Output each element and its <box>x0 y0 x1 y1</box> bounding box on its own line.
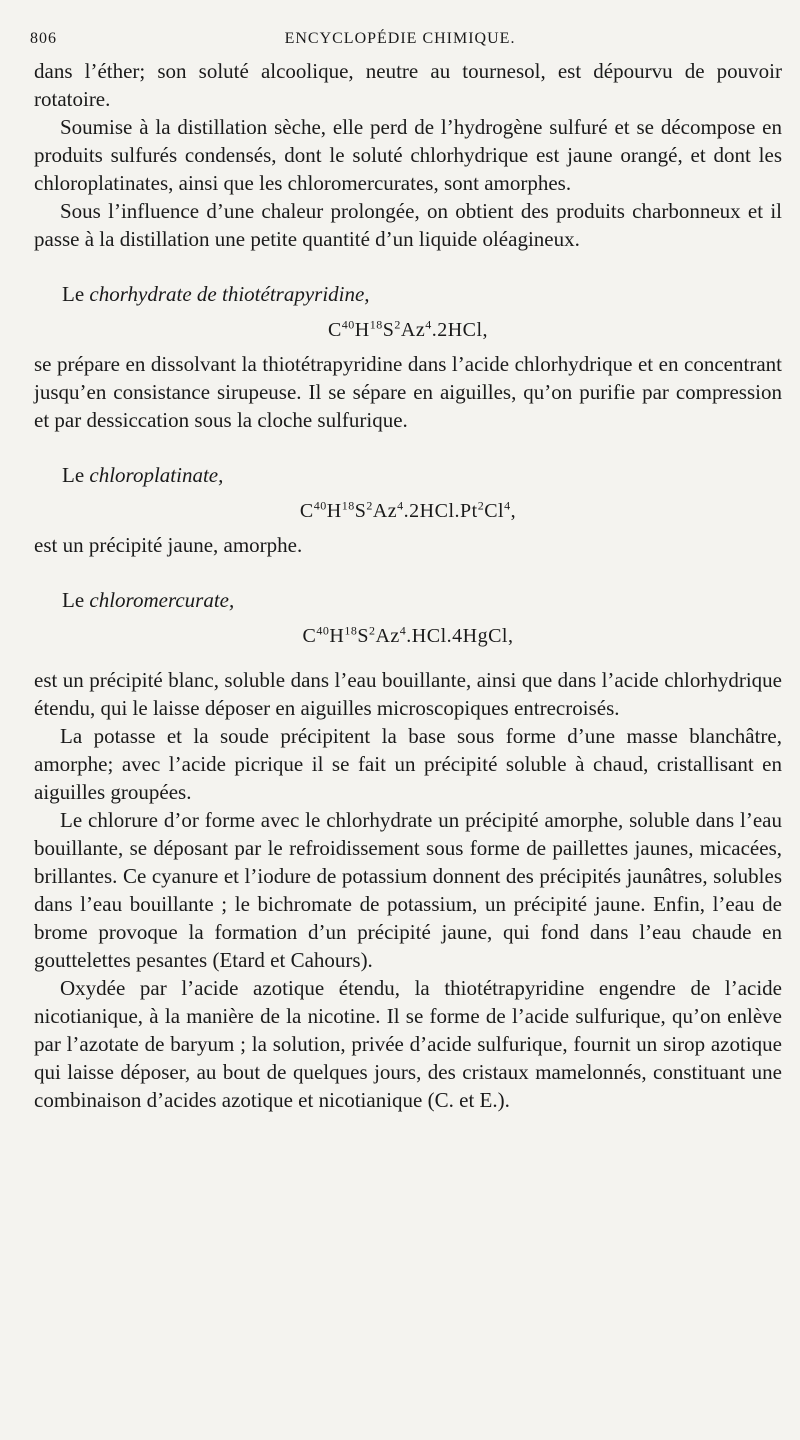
paragraph-3: Sous l’influence d’une chaleur prolongée, on obtient des produits charbonneux et il passe à la distillation une petite quantité d’un liquide oléagineux. <box>34 199 782 251</box>
paragraph-4: se prépare en dissolvant la thiotétrapyridine dans l’acide chlorhydrique et en concentrant jusqu’en consistance sirupeuse. Il se sépare en aiguilles, qu’on purifie par compression et par dessiccation sous la cloche sulfurique. <box>34 352 782 432</box>
paragraph-8: Le chlorure d’or forme avec le chlorhydrate un précipité amorphe, soluble dans l’eau bouillante, se déposant par le refroidissement sous forme de paillettes jaunes, micacées, brillantes. Ce cyanure et l’iodure de potassium donnent des précipités jaunâtres, solubles dans l’eau bouillante ; le bichromate de potassium, un précipité jaune. Enfin, l’eau de brome provoque la formation d’un précipité jaune, qui fond dans l’eau chaude en gouttelettes pesantes (Etard et Cahours). <box>34 808 782 972</box>
paragraph-9: Oxydée par l’acide azotique étendu, la thiotétrapyridine engendre de l’acide nicotianique, à la manière de la nicotine. Il se forme de l’acide sulfurique, qu’on enlève par l’azotate de baryum ; la solution, privée d’acide sulfurique, fournit un sirop azotique qui laisse déposer, au bout de quelques jours, des cristaux mamelonnés, constituant une combinaison d’acides azotique et nicotianique (C. et E.). <box>34 976 782 1112</box>
heading-chloromercurate <box>34 586 782 614</box>
paragraph-2: Soumise à la distillation sèche, elle perd de l’hydrogène sulfuré et se décompose en produits sulfurés condensés, dont le soluté chlorhydrique est jaune orangé, et dont les chloroplatinates, ainsi que les chloromercurates, sont amorphes. <box>34 115 782 195</box>
page-number: 806 <box>30 30 57 47</box>
formula-chloroplatinate: $C^{40}H^{18}S^2Az^4.2HCl.Pt^2Cl^4$, <box>299 498 517 522</box>
heading-prefix: Le <box>62 282 90 306</box>
paragraph-6: est un précipité blanc, soluble dans l’eau bouillante, ainsi que dans l’acide chlorhydrique étendu, qui le laisse déposer en aiguilles microscopiques entrecroisés. <box>34 668 782 720</box>
running-title: ENCYCLOPÉDIE CHIMIQUE. <box>284 30 516 47</box>
heading-chloroplatinate <box>34 461 782 489</box>
paragraph-7: La potasse et la soude précipitent la base sous forme d’une masse blanchâtre, amorphe; avec l’acide picrique il se fait un précipité soluble à chaud, cristallisant en aiguilles groupées. <box>34 724 782 804</box>
heading-term: chloroplatinate, <box>89 463 224 487</box>
page-header <box>30 30 770 54</box>
paragraph-5: est un précipité jaune, amorphe. <box>34 533 303 557</box>
heading-prefix: Le <box>62 588 90 612</box>
heading-term: chloromercurate, <box>89 588 235 612</box>
paragraph-1: dans l’éther; son soluté alcoolique, neutre au tournesol, est dépourvu de pouvoir rotatoire. <box>34 59 782 111</box>
heading-chlorhydrate <box>34 280 782 308</box>
formula-chlorhydrate: $C^{40}H^{18}S^2Az^4.2HCl$, <box>327 317 489 341</box>
page-body <box>34 57 782 1114</box>
formula-chloromercurate: $C^{40}H^{18}S^2Az^4.HCl.4HgCl$, <box>302 623 514 647</box>
heading-prefix: Le <box>62 463 90 487</box>
heading-term: chorhydrate de thiotétrapyridine, <box>89 282 370 306</box>
